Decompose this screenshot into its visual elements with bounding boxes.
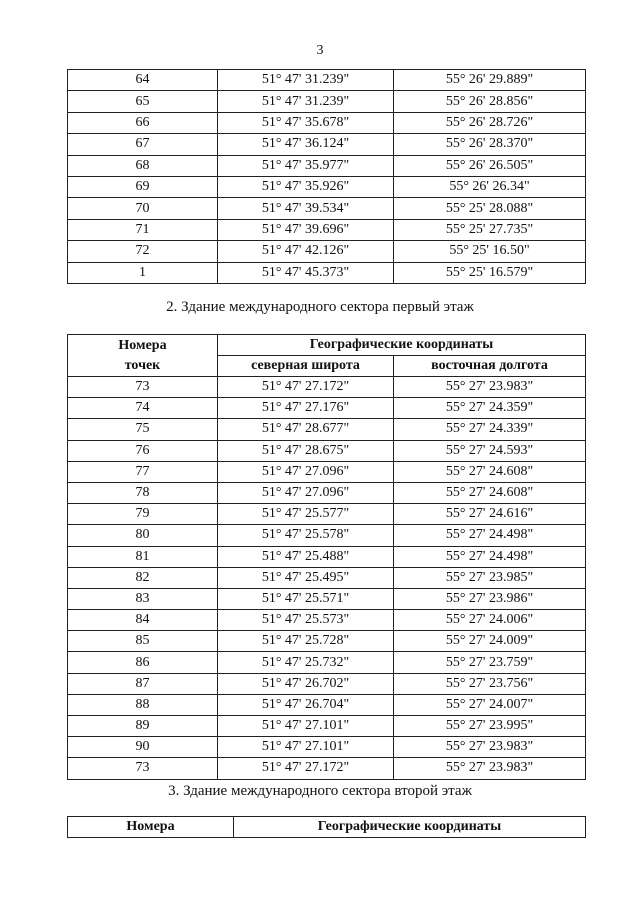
longitude-cell: 55° 26' 26.505" <box>394 155 586 176</box>
table-row <box>68 219 586 240</box>
table-row <box>68 652 586 673</box>
latitude-cell: 51° 47' 27.172" <box>218 377 394 398</box>
header-point-numbers <box>68 335 218 377</box>
point-number: 79 <box>68 504 218 525</box>
point-number: 82 <box>68 567 218 588</box>
table-row <box>68 631 586 652</box>
longitude-cell: 55° 27' 24.608" <box>394 461 586 482</box>
point-number: 90 <box>68 737 218 758</box>
point-number: 73 <box>68 758 218 779</box>
longitude-cell: 55° 27' 23.985" <box>394 567 586 588</box>
table-row <box>68 567 586 588</box>
longitude-cell: 55° 27' 23.986" <box>394 588 586 609</box>
longitude-cell: 55° 26' 29.889" <box>394 70 586 91</box>
table-row <box>68 176 586 197</box>
latitude-cell: 51° 47' 25.732" <box>218 652 394 673</box>
latitude-cell: 51° 47' 26.702" <box>218 673 394 694</box>
table-row <box>68 440 586 461</box>
table-row <box>68 673 586 694</box>
table-row <box>68 610 586 631</box>
point-number: 74 <box>68 398 218 419</box>
point-number: 81 <box>68 546 218 567</box>
table-row <box>68 504 586 525</box>
point-number: 87 <box>68 673 218 694</box>
header-latitude: северная широта <box>218 356 394 377</box>
longitude-cell: 55° 27' 24.498" <box>394 525 586 546</box>
longitude-cell: 55° 25' 16.579" <box>394 262 586 283</box>
longitude-cell: 55° 27' 23.995" <box>394 716 586 737</box>
point-number: 64 <box>68 70 218 91</box>
table-row <box>68 546 586 567</box>
table-row <box>68 155 586 176</box>
header-points-line1: Номера <box>118 337 167 353</box>
point-number: 70 <box>68 198 218 219</box>
table-row <box>68 482 586 503</box>
latitude-cell: 51° 47' 31.239" <box>218 91 394 112</box>
point-number: 73 <box>68 377 218 398</box>
longitude-cell: 55° 27' 24.593" <box>394 440 586 461</box>
table-row <box>68 694 586 715</box>
table-row <box>68 461 586 482</box>
header-geo-coordinates: Географические координаты <box>218 335 586 356</box>
longitude-cell: 55° 27' 24.339" <box>394 419 586 440</box>
longitude-cell: 55° 25' 28.088" <box>394 198 586 219</box>
latitude-cell: 51° 47' 45.373" <box>218 262 394 283</box>
latitude-cell: 51° 47' 35.926" <box>218 176 394 197</box>
longitude-cell: 55° 27' 23.983" <box>394 758 586 779</box>
latitude-cell: 51° 47' 27.172" <box>218 758 394 779</box>
table-row <box>68 588 586 609</box>
point-number: 1 <box>68 262 218 283</box>
latitude-cell: 51° 47' 27.101" <box>218 737 394 758</box>
longitude-cell: 55° 27' 24.498" <box>394 546 586 567</box>
latitude-cell: 51° 47' 42.126" <box>218 241 394 262</box>
table-row <box>68 198 586 219</box>
latitude-cell: 51° 47' 31.239" <box>218 70 394 91</box>
latitude-cell: 51° 47' 25.728" <box>218 631 394 652</box>
header-longitude: восточная долгота <box>394 356 586 377</box>
table-row <box>68 70 586 91</box>
longitude-cell: 55° 27' 24.359" <box>394 398 586 419</box>
longitude-cell: 55° 27' 24.608" <box>394 482 586 503</box>
longitude-cell: 55° 27' 24.007" <box>394 694 586 715</box>
latitude-cell: 51° 47' 25.488" <box>218 546 394 567</box>
latitude-cell: 51° 47' 28.677" <box>218 419 394 440</box>
point-number: 80 <box>68 525 218 546</box>
point-number: 65 <box>68 91 218 112</box>
point-number: 89 <box>68 716 218 737</box>
section-2-caption: 2. Здание международного сектора первый этаж <box>166 299 474 315</box>
coordinates-table-section-2 <box>67 334 586 780</box>
latitude-cell: 51° 47' 36.124" <box>218 134 394 155</box>
table-row <box>68 112 586 133</box>
longitude-cell: 55° 26' 26.34" <box>394 176 586 197</box>
section-3-caption: 3. Здание международного сектора второй этаж <box>168 783 472 799</box>
latitude-cell: 51° 47' 25.573" <box>218 610 394 631</box>
longitude-cell: 55° 27' 24.006" <box>394 610 586 631</box>
point-number: 86 <box>68 652 218 673</box>
coordinates-table-continued <box>67 69 586 284</box>
point-number: 67 <box>68 134 218 155</box>
header-point-numbers: Номера <box>68 817 234 838</box>
longitude-cell: 55° 27' 23.759" <box>394 652 586 673</box>
latitude-cell: 51° 47' 35.678" <box>218 112 394 133</box>
latitude-cell: 51° 47' 27.176" <box>218 398 394 419</box>
point-number: 72 <box>68 241 218 262</box>
longitude-cell: 55° 27' 23.756" <box>394 673 586 694</box>
table-row <box>68 716 586 737</box>
longitude-cell: 55° 27' 24.616" <box>394 504 586 525</box>
latitude-cell: 51° 47' 25.571" <box>218 588 394 609</box>
table-row <box>68 134 586 155</box>
latitude-cell: 51° 47' 35.977" <box>218 155 394 176</box>
longitude-cell: 55° 26' 28.370" <box>394 134 586 155</box>
latitude-cell: 51° 47' 39.534" <box>218 198 394 219</box>
latitude-cell: 51° 47' 25.495" <box>218 567 394 588</box>
point-number: 68 <box>68 155 218 176</box>
table-row <box>68 262 586 283</box>
latitude-cell: 51° 47' 27.096" <box>218 482 394 503</box>
latitude-cell: 51° 47' 27.096" <box>218 461 394 482</box>
table-row <box>68 91 586 112</box>
point-number: 66 <box>68 112 218 133</box>
longitude-cell: 55° 25' 27.735" <box>394 219 586 240</box>
point-number: 88 <box>68 694 218 715</box>
point-number: 83 <box>68 588 218 609</box>
page-number: 3 <box>316 43 324 58</box>
table-row <box>68 737 586 758</box>
point-number: 78 <box>68 482 218 503</box>
table-row <box>68 241 586 262</box>
latitude-cell: 51° 47' 26.704" <box>218 694 394 715</box>
latitude-cell: 51° 47' 28.675" <box>218 440 394 461</box>
point-number: 85 <box>68 631 218 652</box>
latitude-cell: 51° 47' 27.101" <box>218 716 394 737</box>
point-number: 84 <box>68 610 218 631</box>
longitude-cell: 55° 27' 23.983" <box>394 377 586 398</box>
coordinates-table-section-3 <box>67 816 586 838</box>
longitude-cell: 55° 25' 16.50" <box>394 241 586 262</box>
longitude-cell: 55° 26' 28.856" <box>394 91 586 112</box>
latitude-cell: 51° 47' 25.578" <box>218 525 394 546</box>
table-row <box>68 398 586 419</box>
longitude-cell: 55° 27' 24.009" <box>394 631 586 652</box>
point-number: 77 <box>68 461 218 482</box>
longitude-cell: 55° 26' 28.726" <box>394 112 586 133</box>
table-row <box>68 419 586 440</box>
point-number: 71 <box>68 219 218 240</box>
latitude-cell: 51° 47' 39.696" <box>218 219 394 240</box>
latitude-cell: 51° 47' 25.577" <box>218 504 394 525</box>
table-row <box>68 377 586 398</box>
header-geo-coordinates: Географические координаты <box>234 817 586 838</box>
longitude-cell: 55° 27' 23.983" <box>394 737 586 758</box>
point-number: 76 <box>68 440 218 461</box>
point-number: 69 <box>68 176 218 197</box>
table-row <box>68 525 586 546</box>
point-number: 75 <box>68 419 218 440</box>
header-points-line2: точек <box>124 357 161 373</box>
table-row <box>68 758 586 779</box>
